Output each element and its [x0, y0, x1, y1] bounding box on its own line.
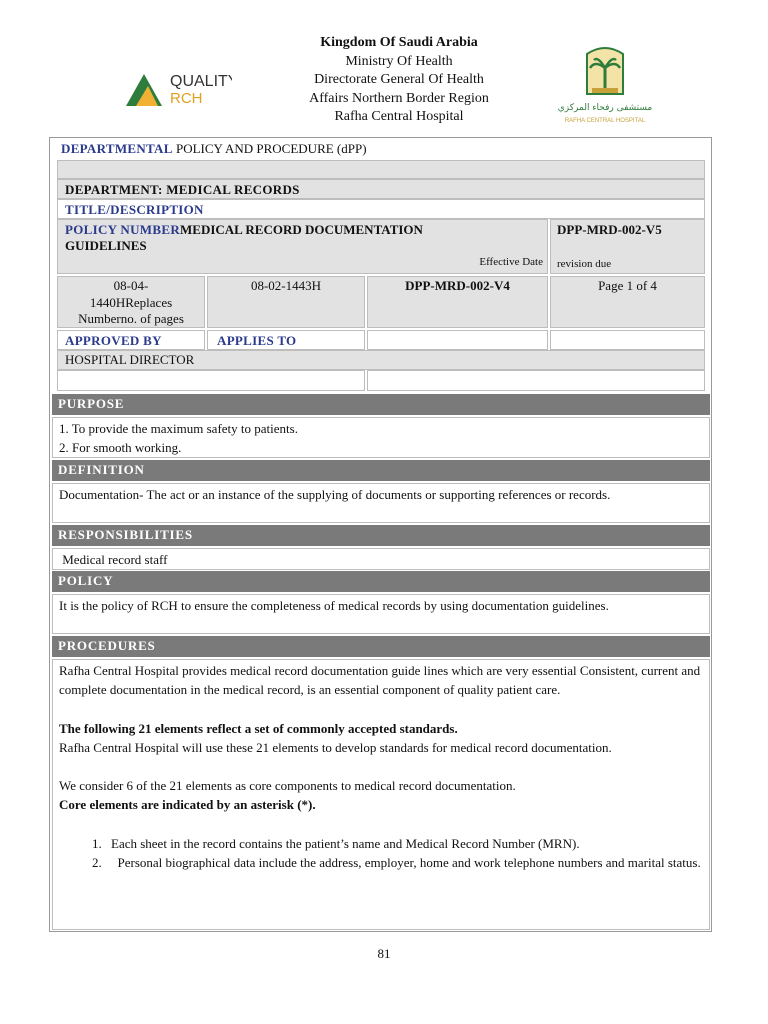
revision-due-label: revision due — [557, 258, 612, 270]
purpose-body — [52, 417, 710, 458]
rafha-hospital-logo — [552, 46, 658, 128]
letterhead — [240, 34, 558, 127]
purpose-item-1: 1. To provide the maximum safety to patients. — [59, 421, 298, 436]
effective-date-label: Effective Date — [479, 256, 543, 268]
policy-heading: POLICY — [52, 571, 710, 592]
dpp-title-row — [57, 140, 705, 160]
procedures-heading: PROCEDURES — [52, 636, 710, 657]
policy-number-label: POLICY NUMBER — [65, 222, 181, 237]
procedures-body — [52, 659, 710, 930]
replaces-code-cell: DPP-MRD-002-V4 — [367, 276, 548, 328]
region-name: Affairs Northern Border Region — [309, 90, 489, 106]
directorate-name: Directorate General Of Health — [314, 72, 484, 88]
title-description-label: TITLE/DESCRIPTION — [57, 199, 705, 219]
purpose-heading: PURPOSE — [52, 394, 710, 415]
policy-title-line2: GUIDELINES — [65, 238, 147, 253]
spacer-row — [57, 160, 705, 179]
effective-date-line3: Numberno. of pages — [78, 311, 184, 326]
ministry-name: Ministry Of Health — [345, 53, 453, 69]
policy-number-cell — [57, 219, 548, 274]
list-item: 1. Each sheet in the record contains the patient’s name and Medical Record Number (MRN). — [105, 834, 703, 853]
approved-by-label: APPROVED BY — [57, 330, 205, 350]
definition-body: Documentation- The act or an instance of the supplying of documents or supporting references or records. — [52, 483, 710, 523]
empty-cell — [367, 330, 548, 350]
departmental-label: DEPARTMENTAL — [61, 141, 173, 156]
hospital-name: Rafha Central Hospital — [334, 109, 464, 125]
elements-heading: The following 21 elements reflect a set of commonly accepted standards. — [59, 720, 458, 736]
procedures-intro: Rafha Central Hospital provides medical record documentation guide lines which are very essential Consistent, current and complete documentation in the medical record, is an essential component of quality patient care. — [59, 663, 701, 698]
empty-cell — [57, 370, 365, 391]
elements-text: Rafha Central Hospital will use these 21 elements to develop standards for medical record documentation. — [59, 739, 612, 755]
logo-rch-text: RCH — [170, 90, 203, 107]
effective-date-cell — [57, 276, 205, 328]
policy-code: DPP-MRD-002-V5 — [557, 222, 662, 237]
list-item: 2. Personal biographical data include the address, employer, home and work telephone numbers and marital status. — [105, 853, 703, 872]
dpp-title: POLICY AND PROCEDURE (dPP) — [172, 141, 367, 156]
kingdom-name: Kingdom Of Saudi Arabia — [320, 35, 478, 50]
responsibilities-body: Medical record staff — [52, 548, 710, 570]
department-row: DEPARTMENT: MEDICAL RECORDS — [57, 179, 705, 199]
policy-code-cell — [550, 219, 705, 274]
effective-date-line1: 08-04- — [113, 278, 149, 293]
page-count-cell: Page 1 of 4 — [550, 276, 705, 328]
responsibilities-heading: RESPONSIBILITIES — [52, 525, 710, 546]
purpose-item-2: 2. For smooth working. — [59, 440, 182, 456]
logo-english-text: RAFHA CENTRAL HOSPITAL — [564, 118, 646, 124]
effective-date-line2: 1440HReplaces — [89, 294, 173, 310]
logo-quality-text: QUALITY — [170, 73, 232, 90]
applies-to-label: APPLIES TO — [207, 330, 365, 350]
approver-name: HOSPITAL DIRECTOR — [57, 350, 705, 370]
quality-rch-logo — [122, 70, 232, 110]
policy-title-line1: MEDICAL RECORD DOCUMENTATION — [180, 222, 423, 237]
logo-arabic-text: مستشفى رفحاء المركزي — [557, 103, 653, 113]
core-note: Core elements are indicated by an asterisk (*). — [59, 797, 316, 813]
page-number: 81 — [377, 946, 391, 961]
core-text: We consider 6 of the 21 elements as core components to medical record documentation. — [59, 778, 516, 794]
policy-body: It is the policy of RCH to ensure the completeness of medical records by using documentation guidelines. — [52, 594, 710, 634]
empty-cell — [367, 370, 705, 391]
elements-list — [59, 834, 703, 873]
definition-heading: DEFINITION — [52, 460, 710, 481]
empty-cell — [550, 330, 705, 350]
revision-date-cell: 08-02-1443H — [207, 276, 365, 328]
